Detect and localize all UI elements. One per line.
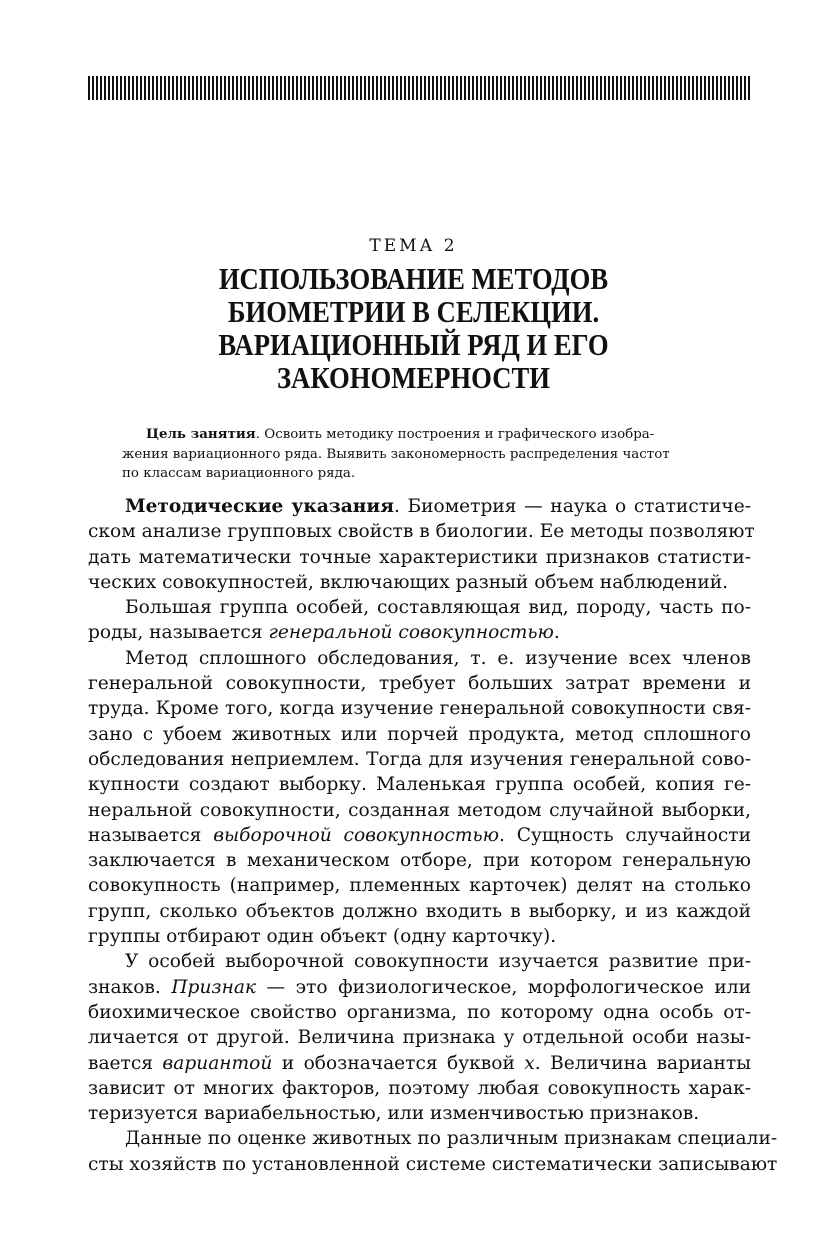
text-line: групп, сколько объектов должно входить в выборку, и из каждой	[88, 900, 751, 922]
term: вариантой	[162, 1052, 273, 1074]
page-title	[0, 262, 827, 394]
term: выборочной совокупностью	[213, 824, 500, 846]
term: Признак	[171, 976, 257, 998]
text-line: заключается в механическом отборе, при котором генеральную	[88, 850, 751, 872]
topic-number: ТЕМА 2	[369, 236, 458, 256]
text-line: неральной совокупности, созданная методом случайной выборки,	[88, 799, 751, 821]
title-line: ЗАКОНОМЕРНОСТИ	[276, 360, 550, 395]
main-text	[88, 494, 778, 1177]
goal-label: Цель занятия	[146, 426, 256, 442]
text-line: группы отбирают один объект (одну карточку).	[88, 926, 557, 948]
text-line: роды, называется генеральной совокупностью.	[88, 622, 560, 644]
lesson-goal	[122, 425, 728, 484]
text-line: биохимическое свойство организма, по которому одна особь от-	[88, 1001, 751, 1023]
variable: x	[524, 1052, 535, 1074]
term: генеральной совокупностью	[268, 622, 554, 644]
text-line: знаков. Признак — это физиологическое, морфологическое или	[88, 976, 751, 998]
text-line: теризуется вариабельностью, или изменчивостью признаков.	[88, 1103, 700, 1125]
goal-line: Цель занятия. Освоить методику построения и графического изобра-	[146, 426, 655, 442]
text-line: сты хозяйств по установленной системе систематически записывают	[88, 1153, 778, 1175]
text-line: Метод сплошного обследования, т. е. изучение всех членов	[125, 647, 751, 669]
text-line: ческих совокупностей, включающих разный объем наблюдений.	[88, 571, 729, 593]
decorative-header-bar	[88, 76, 751, 100]
text-line: купности создают выборку. Маленькая группа особей, копия ге-	[88, 774, 751, 796]
text-line: Большая группа особей, составляющая вид, породу, часть по-	[125, 597, 751, 619]
text-line: труда. Кроме того, когда изучение генеральной совокупности свя-	[88, 698, 751, 720]
text-line: ском анализе групповых свойств в биологии. Ее методы позволяют	[88, 521, 755, 543]
text-line: дать математически точные характеристики признаков статисти-	[88, 546, 751, 568]
title-line: ВАРИАЦИОННЫЙ РЯД И ЕГО	[218, 327, 609, 362]
text-line: генеральной совокупности, требует больших затрат времени и	[88, 673, 751, 695]
goal-line: по классам вариационного ряда.	[122, 466, 356, 481]
text-line: личается от другой. Величина признака у отдельной особи назы-	[88, 1027, 751, 1049]
text-line: У особей выборочной совокупности изучается развитие при-	[125, 951, 751, 973]
text-line: вается вариантой и обозначается буквой x. Величина варианты	[88, 1052, 751, 1074]
text-line: зависит от многих факторов, поэтому любая совокупность харак-	[88, 1077, 751, 1099]
text-line: Методические указания. Биометрия — наука о статистиче-	[125, 496, 751, 517]
text-line: Данные по оценке животных по различным признакам специали-	[125, 1128, 778, 1150]
goal-line: жения вариационного ряда. Выявить закономерность распределения частот	[122, 446, 670, 462]
title-line: ИСПОЛЬЗОВАНИЕ МЕТОДОВ	[218, 261, 609, 296]
text-line: обследования неприемлем. Тогда для изучения генеральной сово-	[88, 748, 751, 770]
section-label: Методические указания	[125, 496, 394, 517]
title-line: БИОМЕТРИИ В СЕЛЕКЦИИ.	[227, 294, 600, 329]
text-line: совокупность (например, племенных карточек) делят на столько	[88, 875, 751, 897]
text-line: называется выборочной совокупностью. Сущность случайности	[88, 824, 751, 846]
text-line: зано с убоем животных или порчей продукта, метод сплошного	[88, 723, 751, 745]
